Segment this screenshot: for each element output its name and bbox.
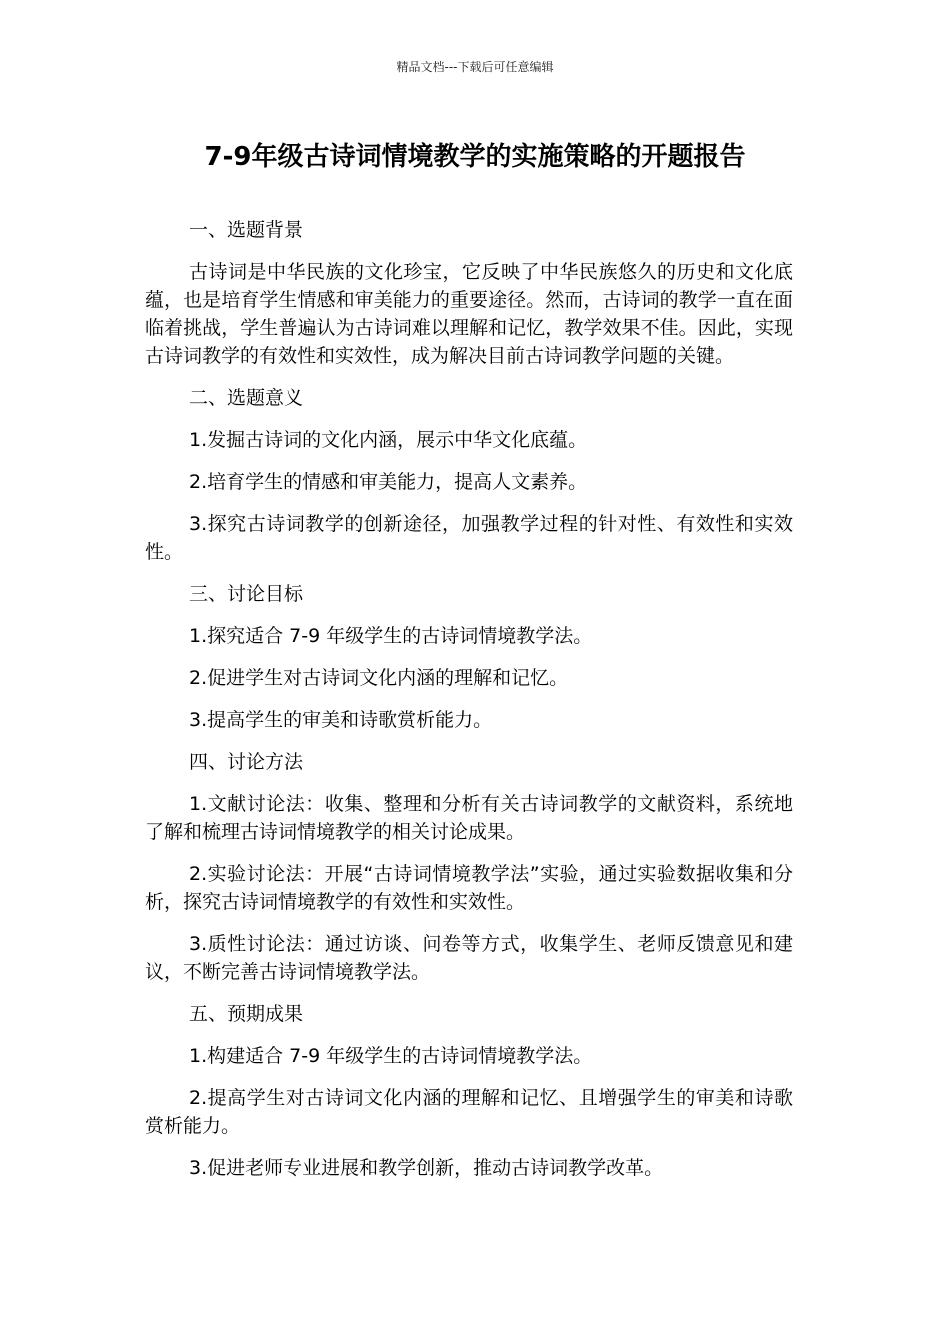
section-heading: 三、讨论目标 bbox=[189, 583, 304, 605]
paragraph: 古诗词是中华民族的文化珍宝，它反映了中华民族悠久的历史和文化底蕴，也是培育学生情感和审美能力的重要途径。然而，古诗词的教学一直在面临着挑战，学生普遍认为古诗词难以理解和记忆，教学效果不佳。因此，实现古诗词教学的有效性和实效性，成为解决目前古诗词教学问题的关键。 bbox=[145, 261, 793, 367]
paragraph: 3.提高学生的审美和诗歌赏析能力。 bbox=[189, 709, 493, 731]
paragraph: 2.培育学生的情感和审美能力，提高人文素养。 bbox=[189, 471, 588, 493]
header-note: 精品文档---下载后可任意编辑 bbox=[396, 60, 554, 74]
paragraph: 1.构建适合 7-9 年级学生的古诗词情境教学法。 bbox=[189, 1045, 593, 1067]
section-heading: 二、选题意义 bbox=[189, 387, 304, 409]
paragraph: 1.文献讨论法：收集、整理和分析有关古诗词教学的文献资料，系统地了解和梳理古诗词情境教学的相关讨论成果。 bbox=[145, 793, 793, 843]
document-body bbox=[145, 216, 793, 1196]
paragraph: 1.发掘古诗词的文化内涵，展示中华文化底蕴。 bbox=[189, 429, 588, 451]
paragraph: 2.促进学生对古诗词文化内涵的理解和记忆。 bbox=[189, 667, 569, 689]
paragraph: 3.质性讨论法：通过访谈、问卷等方式，收集学生、老师反馈意见和建议，不断完善古诗词情境教学法。 bbox=[145, 933, 793, 983]
paragraph: 2.实验讨论法：开展“古诗词情境教学法”实验，通过实验数据收集和分析，探究古诗词情境教学的有效性和实效性。 bbox=[145, 863, 793, 913]
paragraph: 2.提高学生对古诗词文化内涵的理解和记忆、且增强学生的审美和诗歌赏析能力。 bbox=[145, 1087, 793, 1137]
section-heading: 五、预期成果 bbox=[189, 1003, 304, 1025]
document-title: 7-9年级古诗词情境教学的实施策略的开题报告 bbox=[204, 142, 746, 172]
paragraph: 1.探究适合 7-9 年级学生的古诗词情境教学法。 bbox=[189, 625, 593, 647]
paragraph: 3.探究古诗词教学的创新途径，加强教学过程的针对性、有效性和实效性。 bbox=[145, 513, 793, 563]
section-heading: 四、讨论方法 bbox=[189, 751, 304, 773]
section-heading: 一、选题背景 bbox=[189, 219, 304, 241]
paragraph: 3.促进老师专业进展和教学创新，推动古诗词教学改革。 bbox=[189, 1157, 664, 1179]
